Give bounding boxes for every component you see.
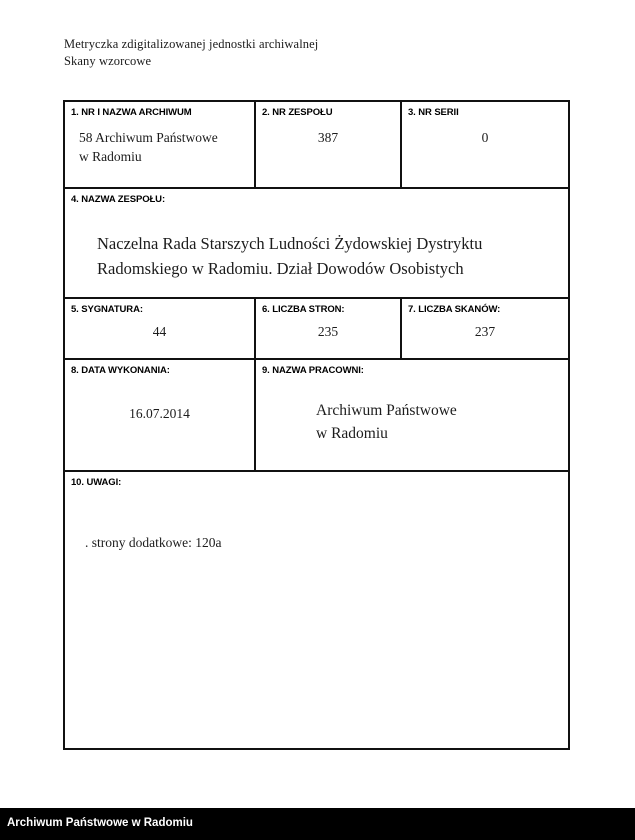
document-heading [64,36,318,70]
field-nazwa-zespolu-label: 4. NAZWA ZESPOŁU: [71,194,166,205]
form-row-date-and-lab [65,360,568,472]
field-data-wykonania-value: 16.07.2014 [129,406,190,421]
field-nr-zespolu [256,102,402,187]
field-nazwa-pracowni-value [256,377,568,445]
field-nazwa-pracowni [256,360,568,470]
field-liczba-stron-value: 235 [317,324,339,339]
document-heading-line-2: Skany wzorcowe [64,54,152,68]
field-sygnatura [65,299,256,358]
field-nr-serii-label: 3. NR SERII [408,107,459,118]
field-data-wykonania-label: 8. DATA WYKONANIA: [71,365,170,376]
field-nr-serii-value: 0 [481,130,489,145]
field-uwagi-label: 10. UWAGI: [71,477,122,488]
form-row-uwagi [65,472,568,752]
footer-banner-text: Archiwum Państwowe w Radomiu [7,817,193,829]
field-nazwa-zespolu-value [65,206,568,281]
field-nr-serii [402,102,568,187]
archival-metric-form [63,100,570,750]
field-liczba-skanow [402,299,568,358]
field-liczba-skanow-label: 7. LICZBA SKANÓW: [408,304,501,315]
field-nr-zespolu-value: 387 [317,130,339,145]
field-nazwa-pracowni-value-line-1: Archiwum Państwowe [316,402,457,419]
field-sygnatura-value: 44 [152,324,167,339]
field-nr-i-nazwa-archiwum-label: 1. NR I NAZWA ARCHIWUM [71,107,192,118]
field-liczba-stron-label: 6. LICZBA STRON: [262,304,345,315]
field-nazwa-pracowni-label: 9. NAZWA PRACOWNI: [262,365,364,376]
field-nr-zespolu-label: 2. NR ZESPOŁU [262,107,333,118]
field-nr-i-nazwa-archiwum-value [65,119,254,166]
document-heading-line-1: Metryczka zdigitalizowanej jednostki archiwalnej [64,37,319,51]
field-nr-i-nazwa-archiwum [65,102,256,187]
field-data-wykonania [65,360,256,470]
field-sygnatura-label: 5. SYGNATURA: [71,304,143,315]
form-row-counts [65,299,568,360]
form-row-nazwa-zespolu [65,189,568,299]
field-nr-i-nazwa-archiwum-value-line-2: w Radomiu [79,149,142,164]
field-nazwa-zespolu [65,189,568,297]
field-uwagi-value: . strony dodatkowe: 120a [85,535,222,550]
field-liczba-skanow-value: 237 [474,324,496,339]
field-liczba-stron [256,299,402,358]
field-uwagi [65,472,568,752]
field-nr-i-nazwa-archiwum-value-line-1: 58 Archiwum Państwowe [79,130,218,145]
form-row-archive-identification [65,102,568,189]
field-nazwa-zespolu-value-line-1: Naczelna Rada Starszych Ludności Żydowskiej Dystryktu [97,234,483,253]
field-nazwa-pracowni-value-line-2: w Radomiu [316,425,388,442]
footer-banner [0,808,635,840]
field-nazwa-zespolu-value-line-2: Radomskiego w Radomiu. Dział Dowodów Osobistych [97,259,464,278]
